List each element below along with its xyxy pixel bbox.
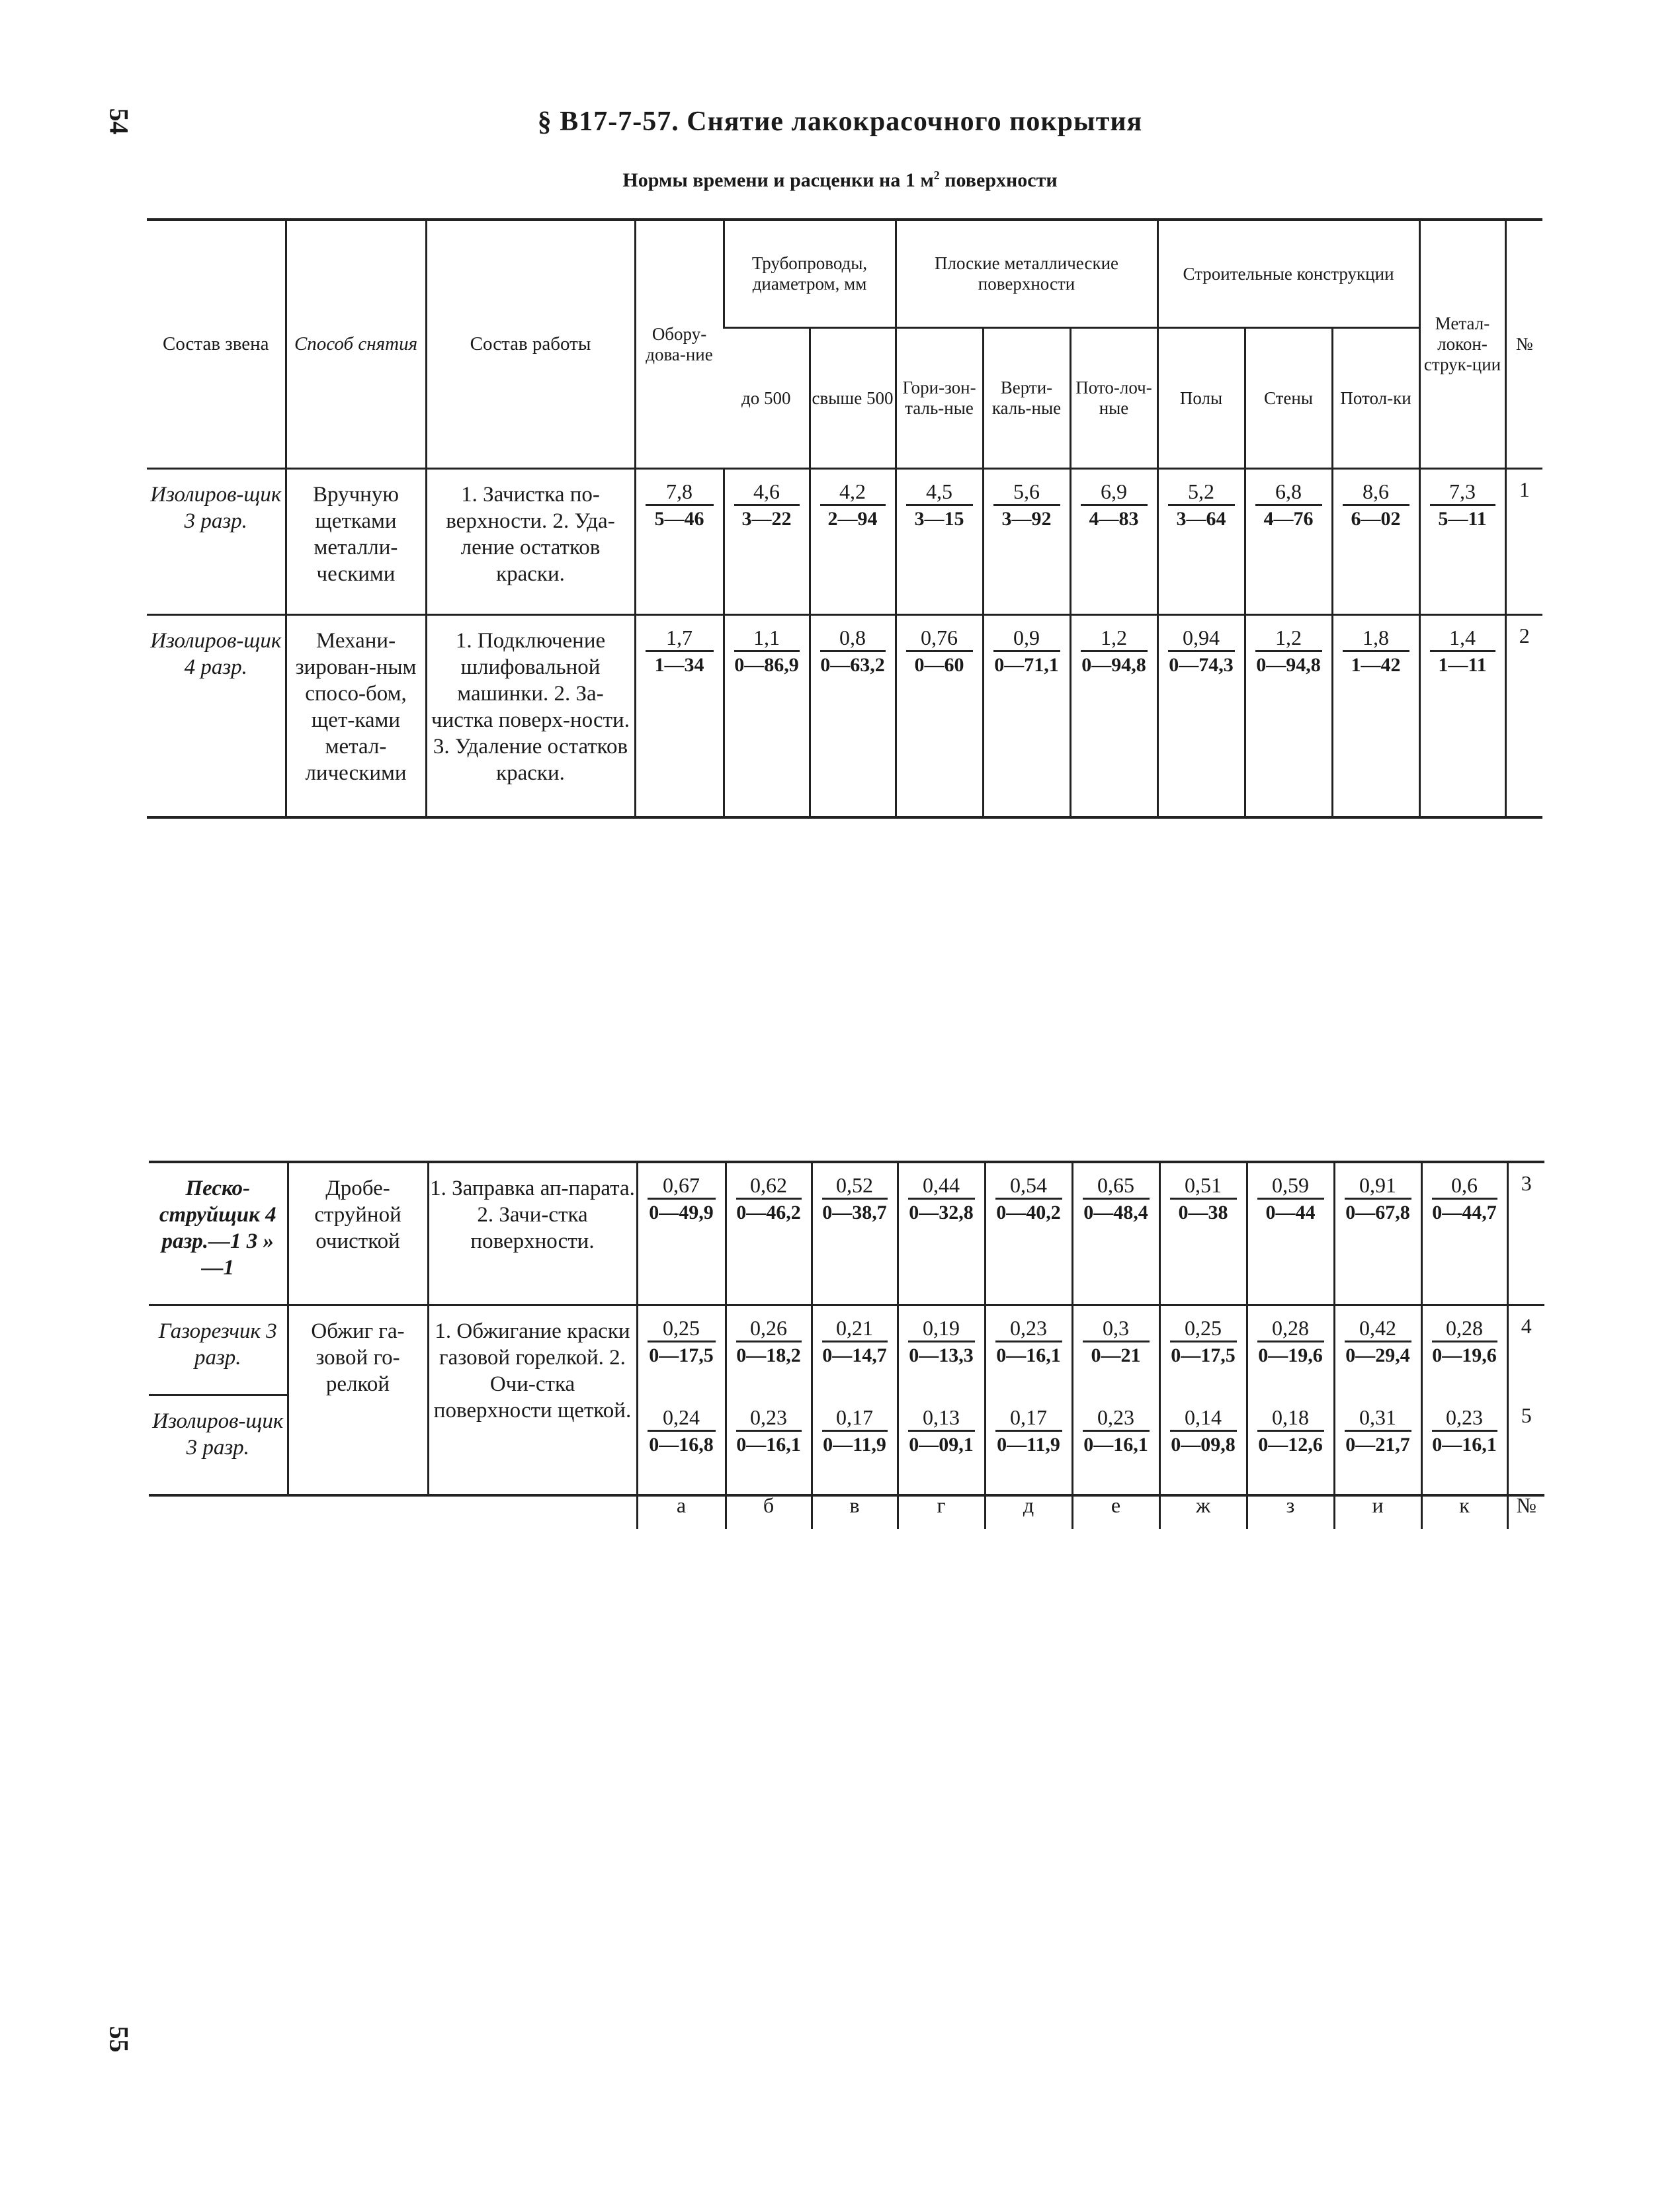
- rate: 4—83: [1089, 508, 1139, 530]
- norm-time: 1,1: [734, 625, 800, 652]
- cell-flat-horizontal: [898, 1162, 985, 1305]
- norm-time: 1,2: [1081, 625, 1148, 652]
- cell-flat-vertical: [985, 1395, 1072, 1496]
- rate: 0—40,2: [996, 1202, 1061, 1223]
- header-work: Состав работы: [426, 220, 635, 469]
- table-row: [149, 1305, 1544, 1395]
- norm-time: 0,54: [995, 1173, 1062, 1200]
- norm-time: 0,52: [822, 1173, 888, 1200]
- cell-pipes-upto-500: [724, 615, 810, 818]
- cell-flat-horizontal: [896, 615, 983, 818]
- cell-flat-ceiling: [1070, 469, 1157, 615]
- subtitle-tail: поверхности: [939, 169, 1058, 191]
- norm-time: 0,17: [822, 1405, 888, 1432]
- row-method: Механи-зирован-ным спосо-бом, щет-ками метал-лическими: [286, 615, 426, 818]
- norm-time: 0,23: [1083, 1405, 1150, 1432]
- cell-walls: [1247, 1305, 1334, 1395]
- cell-walls: [1245, 469, 1332, 615]
- norm-time: 0,62: [736, 1173, 802, 1200]
- norm-time: 0,6: [1432, 1173, 1497, 1200]
- norm-time: 0,59: [1257, 1173, 1324, 1200]
- row-crew: Изолиров-щик 3 разр.: [147, 469, 286, 615]
- norm-time: 5,6: [993, 479, 1060, 506]
- cell-ceilings: [1334, 1305, 1421, 1395]
- header-number: №: [1505, 220, 1542, 469]
- row-number: 3: [1507, 1162, 1544, 1305]
- norm-time: 7,3: [1430, 479, 1495, 506]
- row-crew: Газорезчик 3 разр.: [149, 1305, 288, 1395]
- cell-floors: [1159, 1162, 1247, 1305]
- column-letter: г: [898, 1481, 985, 1529]
- rate: 0—86,9: [734, 654, 799, 676]
- cell-pipes-over-500: [812, 1162, 898, 1305]
- header-crew: Состав звена: [162, 333, 269, 354]
- norm-time: 0,14: [1170, 1405, 1237, 1432]
- norm-time: 0,23: [995, 1315, 1062, 1342]
- norm-time: 0,26: [736, 1315, 802, 1342]
- header-equipment: Обору-дова-ние: [635, 220, 724, 469]
- row-crew: Изолиров-щик 4 разр.: [147, 615, 286, 818]
- norm-time: 0,67: [648, 1173, 716, 1200]
- header-flat-horizontal: Гори-зон-таль-ные: [896, 328, 983, 469]
- cell-floors: [1159, 1395, 1247, 1496]
- rate: 0—44: [1265, 1202, 1316, 1223]
- cell-equipment: [635, 469, 724, 615]
- cell-ceilings: [1334, 1395, 1421, 1496]
- cell-flat-ceiling: [1072, 1162, 1159, 1305]
- rate: 0—16,1: [1432, 1433, 1497, 1456]
- column-letter: и: [1334, 1481, 1421, 1529]
- cell-pipes-over-500: [812, 1305, 898, 1395]
- norm-time: 0,25: [648, 1315, 716, 1342]
- rate: 0—48,4: [1083, 1202, 1148, 1223]
- cell-pipes-over-500: [810, 469, 896, 615]
- rate: 0—09,8: [1171, 1433, 1236, 1456]
- cell-metal-structures: [1419, 469, 1505, 615]
- rate: 0—16,1: [1083, 1433, 1148, 1456]
- column-letter: е: [1072, 1481, 1159, 1529]
- header-building: Строительные конструкции: [1157, 220, 1419, 328]
- cell-flat-vertical: [985, 1162, 1072, 1305]
- rate: 1—42: [1351, 654, 1401, 676]
- rate: 0—21: [1091, 1344, 1141, 1366]
- rate: 0—67,8: [1345, 1202, 1410, 1223]
- cell-flat-ceiling: [1070, 615, 1157, 818]
- cell-flat-horizontal: [896, 469, 983, 615]
- norm-time: 0,9: [993, 625, 1060, 652]
- column-letter: в: [812, 1481, 898, 1529]
- norm-time: 1,7: [646, 625, 714, 652]
- cell-walls: [1245, 615, 1332, 818]
- header-metal-structures: Метал-локон-струк-ции: [1419, 220, 1505, 469]
- norm-time: 0,25: [1170, 1315, 1237, 1342]
- norm-time: 0,3: [1083, 1315, 1150, 1342]
- norm-time: 1,2: [1255, 625, 1322, 652]
- letters-spacer: [288, 1481, 428, 1529]
- cell-equipment: [637, 1395, 726, 1496]
- column-letter: ж: [1159, 1481, 1247, 1529]
- norm-time: 7,8: [646, 479, 714, 506]
- rate: 5—46: [654, 508, 704, 530]
- cell-walls: [1247, 1162, 1334, 1305]
- table-subtitle: [0, 169, 1680, 192]
- cell-ceilings: [1334, 1162, 1421, 1305]
- cell-flat-vertical: [985, 1305, 1072, 1395]
- rate: 0—17,5: [649, 1344, 714, 1366]
- norms-table-top: [147, 218, 1542, 819]
- rate: 3—92: [1001, 508, 1052, 530]
- norm-time: 0,28: [1432, 1315, 1497, 1342]
- rate: 1—34: [654, 654, 704, 676]
- header-flat-ceiling: Пото-лоч-ные: [1070, 328, 1157, 469]
- norm-time: 0,23: [736, 1405, 802, 1432]
- rate: 0—19,6: [1432, 1344, 1497, 1366]
- norm-time: 0,31: [1345, 1405, 1411, 1432]
- cell-flat-vertical: [983, 615, 1070, 818]
- norm-time: 0,8: [820, 625, 886, 652]
- norm-time: 0,24: [648, 1405, 716, 1432]
- page-number-top: 54: [104, 108, 134, 135]
- row-crew: Изолиров-щик 3 разр.: [149, 1395, 288, 1496]
- rate: 0—19,6: [1258, 1344, 1323, 1366]
- norm-time: 4,2: [820, 479, 886, 506]
- norm-time: 8,6: [1343, 479, 1409, 506]
- letters-spacer: [149, 1481, 288, 1529]
- header-flat-vertical: Верти-каль-ные: [983, 328, 1070, 469]
- column-letter: д: [985, 1481, 1072, 1529]
- row-work: 1. Обжигание краски газовой горелкой. 2. Очи-стка поверхности щеткой.: [428, 1305, 637, 1496]
- row-work: 1. Заправка ап-парата. 2. Зачи-стка поверхности.: [428, 1162, 637, 1305]
- rate: 0—38: [1178, 1202, 1228, 1223]
- page-title: § В17-7-57. Снятие лакокрасочного покрытия: [537, 106, 1143, 137]
- cell-pipes-upto-500: [724, 469, 810, 615]
- norm-time: 0,28: [1257, 1315, 1324, 1342]
- cell-metal-structures: [1421, 1162, 1507, 1305]
- norm-time: 0,76: [906, 625, 973, 652]
- column-letters-row: [149, 1481, 1544, 1529]
- column-letter: а: [637, 1481, 726, 1529]
- header-pipes: Трубопроводы, диаметром, мм: [724, 220, 896, 328]
- cell-flat-horizontal: [898, 1305, 985, 1395]
- header-method: Способ снятия: [286, 220, 426, 469]
- rate: 3—22: [741, 508, 792, 530]
- rate: 2—94: [827, 508, 878, 530]
- rate: 0—16,1: [996, 1344, 1061, 1366]
- norm-time: 6,8: [1255, 479, 1322, 506]
- rate: 0—17,5: [1171, 1344, 1236, 1366]
- rate: 6—02: [1351, 508, 1401, 530]
- rate: 0—21,7: [1345, 1433, 1410, 1456]
- cell-equipment: [637, 1305, 726, 1395]
- norm-time: 5,2: [1168, 479, 1235, 506]
- rate: 5—11: [1438, 508, 1487, 530]
- rate: 0—12,6: [1258, 1433, 1323, 1456]
- column-letters-number-label: №: [1507, 1481, 1544, 1529]
- row-crew: Песко-струйщик 4 разр.—1 3 » —1: [159, 1176, 276, 1280]
- rate: 0—46,2: [736, 1202, 801, 1223]
- norm-time: 0,91: [1345, 1173, 1411, 1200]
- rate: 0—11,9: [997, 1433, 1060, 1456]
- cell-floors: [1159, 1305, 1247, 1395]
- rate: 0—38,7: [822, 1202, 887, 1223]
- norm-time: 0,13: [908, 1405, 975, 1432]
- cell-pipes-upto-500: [726, 1305, 812, 1395]
- rate: 0—63,2: [820, 654, 885, 676]
- table-row: [147, 469, 1542, 615]
- cell-metal-structures: [1421, 1305, 1507, 1395]
- rate: 0—44,7: [1432, 1202, 1497, 1223]
- cell-pipes-upto-500: [726, 1162, 812, 1305]
- cell-pipes-over-500: [810, 615, 896, 818]
- norm-time: 4,6: [734, 479, 800, 506]
- rate: 0—74,3: [1169, 654, 1234, 676]
- cell-pipes-over-500: [812, 1395, 898, 1496]
- norms-table-bottom: [149, 1161, 1544, 1497]
- cell-metal-structures: [1421, 1395, 1507, 1496]
- rate: 0—09,1: [909, 1433, 974, 1456]
- row-work: 1. Подключение шлифовальной машинки. 2. За-чистка поверх-ности. 3. Удаление остатков краски.: [426, 615, 635, 818]
- header-flat-metal: Плоские металлические поверхности: [896, 220, 1157, 328]
- norm-time: 0,51: [1170, 1173, 1237, 1200]
- rate: 1—11: [1438, 654, 1487, 676]
- rate: 0—94,8: [1256, 654, 1321, 676]
- norm-time: 0,19: [908, 1315, 975, 1342]
- row-number: 2: [1505, 615, 1542, 818]
- rate: 0—32,8: [909, 1202, 974, 1223]
- table-row: [149, 1162, 1544, 1305]
- header-pipes-over-500: свыше 500: [810, 328, 896, 469]
- column-letter: б: [726, 1481, 812, 1529]
- cell-metal-structures: [1419, 615, 1505, 818]
- cell-equipment: [637, 1162, 726, 1305]
- row-number: 1: [1505, 469, 1542, 615]
- column-letter: з: [1247, 1481, 1334, 1529]
- norm-time: 0,17: [995, 1405, 1062, 1432]
- rate: 0—18,2: [736, 1344, 801, 1366]
- row-method: Дробе-струйной очисткой: [288, 1162, 428, 1305]
- header-pipes-upto-500: до 500: [741, 388, 791, 408]
- header-floors: Полы: [1157, 328, 1245, 469]
- rate: 0—16,1: [736, 1433, 801, 1456]
- norm-time: 0,44: [908, 1173, 975, 1200]
- norm-time: 4,5: [906, 479, 973, 506]
- column-letter: к: [1421, 1481, 1507, 1529]
- letters-spacer: [428, 1481, 637, 1529]
- norm-time: 0,94: [1168, 625, 1235, 652]
- cell-flat-ceiling: [1072, 1305, 1159, 1395]
- norm-time: 0,23: [1432, 1405, 1497, 1432]
- norm-time: 0,42: [1345, 1315, 1411, 1342]
- rate: 3—15: [914, 508, 964, 530]
- norm-time: 0,65: [1083, 1173, 1150, 1200]
- table-row: [147, 615, 1542, 818]
- rate: 0—71,1: [994, 654, 1059, 676]
- norm-time: 1,8: [1343, 625, 1409, 652]
- header-ceilings: Потол-ки: [1332, 328, 1419, 469]
- header-walls: Стены: [1245, 328, 1332, 469]
- cell-flat-ceiling: [1072, 1395, 1159, 1496]
- rate: 0—11,9: [823, 1433, 886, 1456]
- cell-ceilings: [1332, 615, 1419, 818]
- rate: 0—13,3: [909, 1344, 974, 1366]
- row-number: 5: [1507, 1395, 1544, 1496]
- rate: 0—49,9: [649, 1202, 714, 1223]
- rate: 4—76: [1263, 508, 1314, 530]
- cell-floors: [1157, 469, 1245, 615]
- row-work: 1. Зачистка по-верхности. 2. Уда-ление остатков краски.: [426, 469, 635, 615]
- rate: 0—16,8: [649, 1433, 714, 1456]
- rate: 0—29,4: [1345, 1344, 1410, 1366]
- cell-ceilings: [1332, 469, 1419, 615]
- cell-floors: [1157, 615, 1245, 818]
- cell-flat-vertical: [983, 469, 1070, 615]
- cell-pipes-upto-500: [726, 1395, 812, 1496]
- rate: 0—14,7: [822, 1344, 887, 1366]
- rate: 0—94,8: [1081, 654, 1146, 676]
- rate: 3—64: [1176, 508, 1226, 530]
- subtitle-superscript: 2: [933, 169, 940, 182]
- norm-time: 0,21: [822, 1315, 888, 1342]
- norm-time: 0,18: [1257, 1405, 1324, 1432]
- row-method: Обжиг га-зовой го-релкой: [288, 1305, 428, 1496]
- norm-time: 1,4: [1430, 625, 1495, 652]
- page-number-bottom: 55: [104, 2026, 134, 2053]
- row-method: Вручную щетками металли-ческими: [286, 469, 426, 615]
- norm-time: 6,9: [1081, 479, 1148, 506]
- cell-walls: [1247, 1395, 1334, 1496]
- subtitle-text: Нормы времени и расценки на 1 м: [622, 169, 934, 191]
- row-number: 4: [1507, 1305, 1544, 1395]
- rate: 0—60: [914, 654, 964, 676]
- cell-flat-horizontal: [898, 1395, 985, 1496]
- cell-equipment: [635, 615, 724, 818]
